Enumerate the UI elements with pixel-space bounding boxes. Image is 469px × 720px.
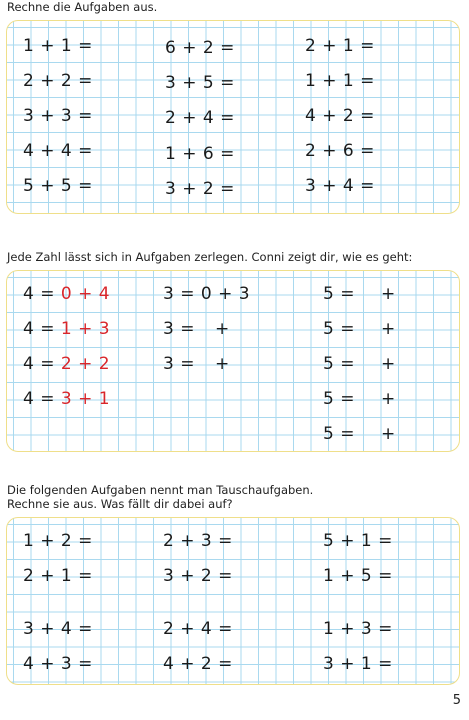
decomp-5-row-5 [323, 423, 396, 445]
decomp-5-row-4 [323, 388, 396, 410]
decomp-5-row-3 [323, 353, 396, 375]
decomp-lhs: 5 = [323, 389, 355, 409]
task-1-13: 4 + 2 = [305, 106, 375, 126]
instruction-3-line-2: Rechne sie aus. Was fällt dir dabei auf? [7, 497, 233, 511]
task-1-6: 6 + 2 = [165, 38, 235, 58]
task-1-7: 3 + 5 = [165, 73, 235, 93]
task-1-11: 2 + 1 = [305, 36, 375, 56]
decomp-lhs: 5 = [323, 284, 355, 304]
swap-task-2: 2 + 1 = [23, 566, 93, 586]
decomp-lhs: 4 = [23, 389, 55, 409]
swap-task-1: 1 + 2 = [23, 531, 93, 551]
decomp-plus: + [380, 424, 396, 444]
task-1-3: 3 + 3 = [23, 106, 93, 126]
decomp-3-row-2 [163, 318, 230, 340]
decomp-plus: + [214, 354, 230, 374]
decomp-example: 1 + 3 [60, 319, 111, 339]
swap-task-7: 2 + 4 = [163, 619, 233, 639]
decomp-lhs: 5 = [323, 354, 355, 374]
decomp-plus: + [380, 284, 396, 304]
decomp-5-row-2 [323, 318, 396, 340]
decomp-3-row-3 [163, 353, 230, 375]
task-1-1: 1 + 1 = [23, 36, 93, 56]
decomp-lhs: 4 = [23, 354, 55, 374]
swap-task-4: 4 + 3 = [23, 654, 93, 674]
swap-task-10: 1 + 5 = [323, 566, 393, 586]
task-1-8: 2 + 4 = [165, 108, 235, 128]
decomp-plus: + [380, 319, 396, 339]
instruction-3-line-1: Die folgenden Aufgaben nennt man Tauschaufgaben. [7, 483, 314, 497]
instruction-2: Jede Zahl lässt sich in Aufgaben zerlegen. Conni zeigt dir, wie es geht: [7, 250, 413, 264]
decomp-5-row-1 [323, 283, 396, 305]
task-1-12: 1 + 1 = [305, 71, 375, 91]
task-1-5: 5 + 5 = [23, 176, 93, 196]
decomp-plus: + [380, 389, 396, 409]
task-1-4: 4 + 4 = [23, 141, 93, 161]
swap-task-12: 3 + 1 = [323, 654, 393, 674]
decomp-lhs: 5 = [323, 424, 355, 444]
decomp-lhs: 4 = [23, 284, 55, 304]
decomp-example: 0 + 4 [60, 284, 111, 304]
task-1-15: 3 + 4 = [305, 176, 375, 196]
decomp-lhs: 3 = [163, 354, 195, 374]
page-number: 5 [452, 693, 461, 708]
decomp-4-row-3 [23, 353, 110, 375]
exercise-grid-1 [6, 20, 460, 214]
task-1-14: 2 + 6 = [305, 141, 375, 161]
swap-task-8: 4 + 2 = [163, 654, 233, 674]
task-1-9: 1 + 6 = [165, 144, 235, 164]
swap-task-3: 3 + 4 = [23, 619, 93, 639]
decomp-4-row-4 [23, 388, 110, 410]
exercise-grid-3 [6, 517, 460, 685]
decomp-3-row-1: 3 = 0 + 3 [163, 284, 251, 304]
swap-task-11: 1 + 3 = [323, 619, 393, 639]
task-1-10: 3 + 2 = [165, 179, 235, 199]
task-1-2: 2 + 2 = [23, 71, 93, 91]
instruction-1: Rechne die Aufgaben aus. [7, 0, 158, 14]
decomp-4-row-2 [23, 318, 110, 340]
swap-task-6: 3 + 2 = [163, 566, 233, 586]
decomp-plus: + [380, 354, 396, 374]
decomp-4-row-1 [23, 283, 110, 305]
decomp-example: 2 + 2 [60, 354, 111, 374]
decomp-lhs: 5 = [323, 319, 355, 339]
decomp-example: 3 + 1 [60, 389, 111, 409]
decomp-lhs: 3 = [163, 319, 195, 339]
exercise-grid-2 [6, 270, 460, 452]
decomp-lhs: 4 = [23, 319, 55, 339]
swap-task-9: 5 + 1 = [323, 531, 393, 551]
swap-task-5: 2 + 3 = [163, 531, 233, 551]
decomp-plus: + [214, 319, 230, 339]
